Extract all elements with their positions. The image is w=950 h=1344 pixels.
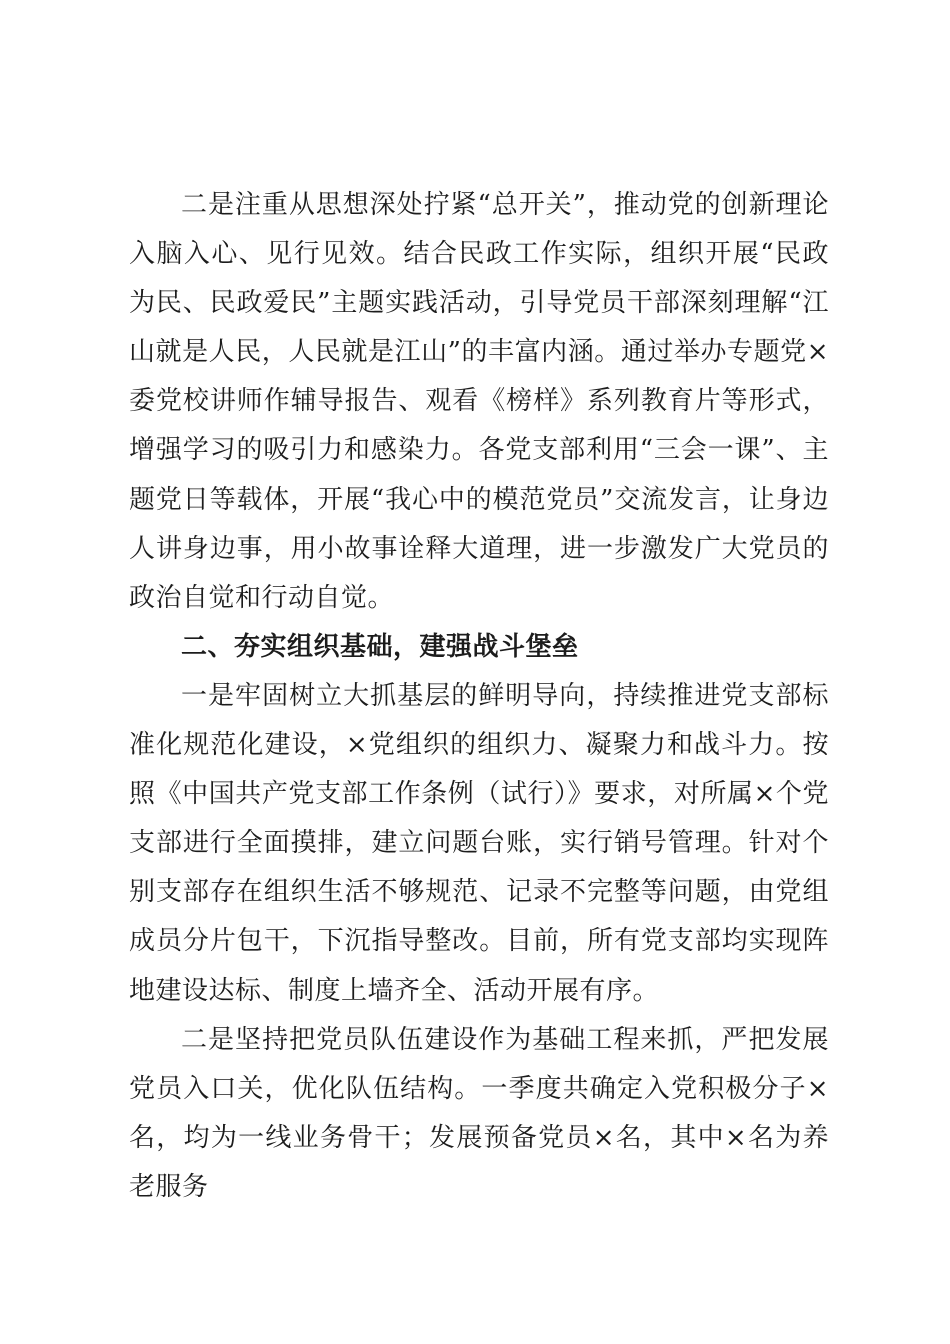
paragraph-grassroots-branches: 一是牢固树立大抓基层的鲜明导向，持续推进党支部标准化规范化建设，×党组织的组织力、凝聚力和战斗力。按照《中国共产党支部工作条例（试行）》要求，对所属×个党支部进行全面摸排，建立问题台账，实行销号管理。针对个别支部存在组织生活不够规范、记录不完整等问题，由党组成员分片包干，下沉指导整改。目前，所有党支部均实现阵地建设达标、制度上墙齐全、活动开展有序。 bbox=[129, 680, 829, 1006]
section-heading-organization: 二、夯实组织基础，建强战斗堡垒 bbox=[181, 631, 579, 662]
document-body bbox=[129, 181, 829, 1212]
paragraph-ideological-switch: 二是注重从思想深处拧紧“总开关”，推动党的创新理论入脑入心、见行见效。结合民政工作实际，组织开展“民政为民、民政爱民”主题实践活动，引导党员干部深刻理解“江山就是人民，人民就是江山”的丰富内涵。通过举办专题党×委党校讲师作辅导报告、观看《榜样》系列教育片等形式，增强学习的吸引力和感染力。各党支部利用“三会一课”、主题党日等载体，开展“我心中的模范党员”交流发言，让身边人讲身边事，用小故事诠释大道理，进一步激发广大党员的政治自觉和行动自觉。 bbox=[129, 190, 829, 613]
paragraph-party-member-team: 二是坚持把党员队伍建设作为基础工程来抓，严把发展党员入口关，优化队伍结构。一季度共确定入党积极分子×名，均为一线业务骨干；发展预备党员×名，其中×名为养老服务 bbox=[129, 1024, 829, 1202]
